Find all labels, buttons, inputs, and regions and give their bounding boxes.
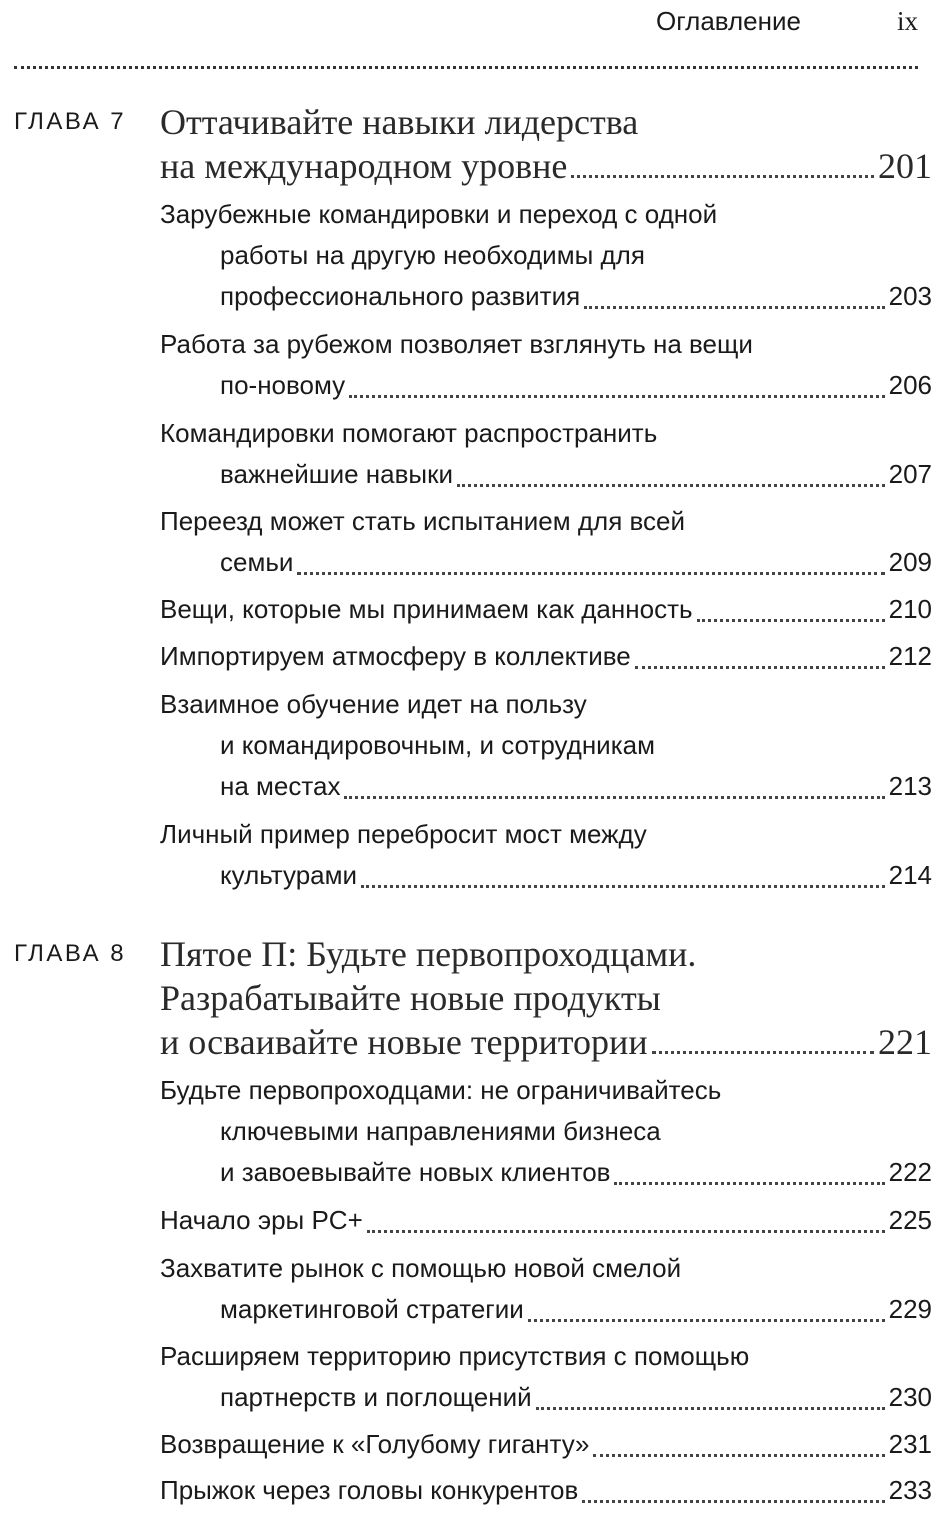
chapter-title-text: Пятое П: Будьте первопроходцами.: [160, 934, 697, 974]
toc-entry-text: Расширяем территорию присутствия с помощью: [160, 1341, 750, 1371]
dot-leader: [697, 619, 885, 622]
toc-entry-line: [160, 684, 932, 725]
dot-leader: [571, 175, 874, 178]
toc-entry[interactable]: [160, 814, 932, 896]
toc-entry-text: Начало эры PC+: [160, 1205, 363, 1235]
toc-entry-text: Работа за рубежом позволяет взглянуть на вещи: [160, 329, 753, 359]
dot-leader: [344, 796, 884, 799]
toc-entry-line: [160, 1470, 932, 1511]
toc-entry-text: на местах: [220, 771, 341, 801]
running-head-title: Оглавление: [656, 6, 801, 36]
chapter-title-line: [160, 1020, 932, 1064]
toc-entry[interactable]: [160, 194, 932, 317]
toc-entry-text: важнейшие навыки: [220, 459, 453, 489]
toc-entry-text: Переезд может стать испытанием для всей: [160, 506, 686, 536]
toc-entry-text: профессионального развития: [220, 281, 581, 311]
toc-entry-page-number: 203: [888, 281, 932, 311]
toc-entry-line: [160, 636, 932, 677]
chapter-title-text: Разрабатывайте новые продукты: [160, 978, 661, 1018]
toc-entry-text: Прыжок через головы конкурентов: [160, 1475, 579, 1505]
running-head: [0, 6, 918, 37]
toc-entry-line: [160, 1424, 932, 1465]
toc-entry-page-number: 229: [888, 1294, 932, 1324]
dot-leader: [614, 1182, 884, 1185]
dot-leader: [297, 572, 884, 575]
toc-entry-text: Вещи, которые мы принимаем как данность: [160, 594, 693, 624]
toc-entry-text: Личный пример перебросит мост между: [160, 819, 647, 849]
toc-entry-line: [160, 235, 932, 276]
toc-entry-text: работы на другую необходимы для: [220, 240, 645, 270]
toc-entry-line: [160, 276, 932, 317]
toc-entry[interactable]: [160, 1200, 932, 1241]
chapter-title[interactable]: [160, 932, 932, 1064]
toc-entry-page-number: 207: [888, 459, 932, 489]
toc-entry-text: ключевыми направлениями бизнеса: [220, 1116, 661, 1146]
toc-entry-page-number: 214: [888, 860, 932, 890]
toc-entry[interactable]: [160, 684, 932, 807]
dot-leader: [593, 1454, 884, 1457]
toc-entry-line: [160, 365, 932, 406]
chapter-title-text: на международном уровне: [160, 146, 568, 186]
toc-entry[interactable]: [160, 1336, 932, 1418]
toc-entry-line: [160, 1070, 932, 1111]
toc-entry-page-number: 210: [888, 594, 932, 624]
toc-entry-text: по-новому: [220, 370, 346, 400]
page-number: ix: [896, 6, 918, 36]
chapter-label: ГЛАВА 8: [14, 940, 127, 967]
toc-entry-text: Зарубежные командировки и переход с одной: [160, 199, 718, 229]
chapter-title-line: [160, 144, 932, 188]
toc-entry-page-number: 233: [888, 1475, 932, 1505]
dot-leader: [635, 666, 885, 669]
toc-entry[interactable]: [160, 1248, 932, 1330]
dot-leader: [349, 395, 884, 398]
toc-entry[interactable]: [160, 1470, 932, 1511]
chapter-title-line: [160, 100, 932, 144]
toc-entry-text: Будьте первопроходцами: не ограничивайтесь: [160, 1075, 722, 1105]
chapter-label: ГЛАВА 7: [14, 108, 127, 135]
chapter-title-text: и осваивайте новые территории: [160, 1022, 648, 1062]
toc-entry[interactable]: [160, 413, 932, 495]
toc-entry-text: и завоевывайте новых клиентов: [220, 1157, 611, 1187]
toc-entry-line: [160, 855, 932, 896]
toc-entry-line: [160, 194, 932, 235]
toc-entry-page-number: 231: [888, 1429, 932, 1459]
toc-entry-text: Взаимное обучение идет на пользу: [160, 689, 587, 719]
toc-entry-page-number: 209: [888, 547, 932, 577]
chapter-title[interactable]: [160, 100, 932, 188]
toc-entry-line: [160, 542, 932, 583]
toc-entry-text: Возвращение к «Голубому гиганту»: [160, 1429, 590, 1459]
toc-entry-line: [160, 1336, 932, 1377]
toc-entry-line: [160, 454, 932, 495]
toc-entry-line: [160, 766, 932, 807]
chapter-page-number: 221: [878, 1022, 932, 1062]
toc-entry-page-number: 212: [888, 641, 932, 671]
chapter-page-number: 201: [878, 146, 932, 186]
toc-entry-text: партнерств и поглощений: [220, 1382, 532, 1412]
toc-entry[interactable]: [160, 501, 932, 583]
dot-leader: [367, 1230, 885, 1233]
toc-entry-line: [160, 1248, 932, 1289]
toc-entry[interactable]: [160, 324, 932, 406]
toc-entry-page-number: 225: [888, 1205, 932, 1235]
toc-entry-line: [160, 1200, 932, 1241]
chapter-title-line: [160, 976, 932, 1020]
toc-entry[interactable]: [160, 1070, 932, 1193]
toc-entry-page-number: 206: [888, 370, 932, 400]
chapter-title-line: [160, 932, 932, 976]
toc-entry-text: Захватите рынок с помощью новой смелой: [160, 1253, 682, 1283]
toc-entry-text: культурами: [220, 860, 358, 890]
toc-entry-page-number: 213: [888, 771, 932, 801]
dot-leader: [528, 1319, 885, 1322]
toc-entry-line: [160, 501, 932, 542]
toc-entry-line: [160, 1152, 932, 1193]
dot-leader: [582, 1500, 884, 1503]
toc-entry[interactable]: [160, 589, 932, 630]
chapter-title-text: Оттачивайте навыки лидерства: [160, 102, 639, 142]
dotted-rule: [14, 66, 918, 69]
toc-entry-line: [160, 725, 932, 766]
toc-entry-page-number: 230: [888, 1382, 932, 1412]
toc-entry[interactable]: [160, 636, 932, 677]
toc-entry-text: Командировки помогают распространить: [160, 418, 658, 448]
dot-leader: [361, 885, 885, 888]
toc-entry-text: маркетинговой стратегии: [220, 1294, 524, 1324]
dot-leader: [457, 484, 885, 487]
toc-entry-text: Импортируем атмосферу в коллективе: [160, 641, 631, 671]
toc-entry-line: [160, 1111, 932, 1152]
toc-entry[interactable]: [160, 1424, 932, 1465]
toc-entry-line: [160, 1289, 932, 1330]
dot-leader: [652, 1051, 874, 1054]
dot-leader: [584, 306, 884, 309]
toc-entry-page-number: 222: [888, 1157, 932, 1187]
toc-entry-line: [160, 814, 932, 855]
toc-entry-line: [160, 413, 932, 454]
toc-entry-line: [160, 589, 932, 630]
toc-entry-line: [160, 324, 932, 365]
dot-leader: [536, 1407, 885, 1410]
toc-entry-line: [160, 1377, 932, 1418]
toc-entry-text: семьи: [220, 547, 294, 577]
toc-entry-text: и командировочным, и сотрудникам: [220, 730, 655, 760]
